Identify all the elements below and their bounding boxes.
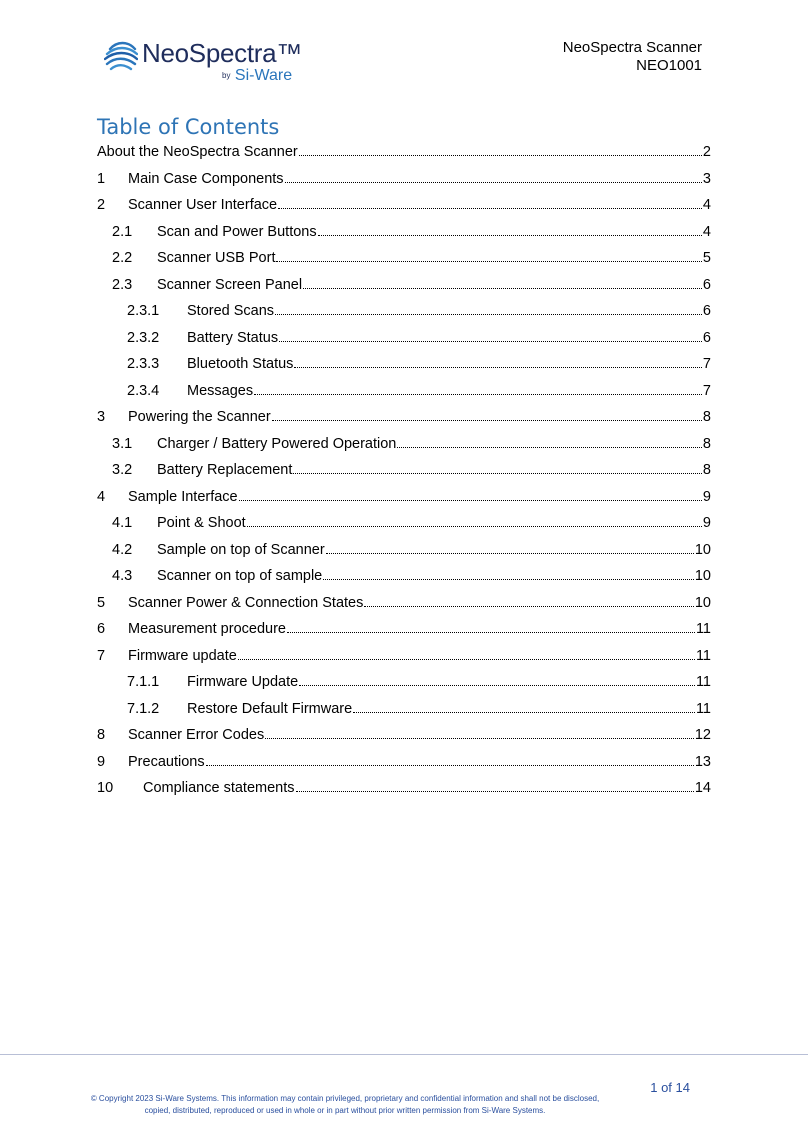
toc-entry[interactable] xyxy=(97,409,711,436)
toc-entry-text: Sample on top of Scanner xyxy=(157,541,325,558)
toc-entry-text: Messages xyxy=(187,382,254,399)
toc-leader xyxy=(287,621,695,633)
toc-entry-page: 7 xyxy=(702,356,711,372)
toc-leader xyxy=(279,330,702,342)
toc-entry-page: 9 xyxy=(702,488,711,505)
logo-byline xyxy=(222,67,292,85)
toc-entry[interactable] xyxy=(97,250,711,277)
page-number: 1 of 14 xyxy=(650,1080,690,1095)
toc-leader xyxy=(294,356,702,368)
toc-entry-number: 4.3 xyxy=(112,568,133,584)
toc-entry-page: 10 xyxy=(694,568,711,584)
toc-entry[interactable] xyxy=(97,436,711,463)
toc-entry[interactable] xyxy=(97,144,711,171)
toc-leader xyxy=(265,727,694,739)
toc-entry-page: 10 xyxy=(694,541,711,558)
toc-leader xyxy=(254,383,702,395)
toc-leader xyxy=(272,409,702,421)
toc-entry-text: Measurement procedure xyxy=(128,621,286,637)
toc-leader xyxy=(364,595,694,607)
toc-entry-page: 8 xyxy=(702,462,711,478)
toc-entry-text: Scan and Power Buttons xyxy=(157,223,317,240)
toc-entry-number: 2.3.4 xyxy=(127,382,160,399)
toc-entry[interactable] xyxy=(97,277,711,304)
toc-leader xyxy=(353,701,695,713)
header-product-name: NeoSpectra Scanner xyxy=(562,39,702,56)
toc-leader xyxy=(278,197,702,209)
toc-leader xyxy=(299,144,702,156)
toc-entry-page: 3 xyxy=(702,170,711,187)
toc-entry-text: Powering the Scanner xyxy=(128,409,271,425)
copyright-line-2: copied, distributed, reproduced or used in whole or in part without prior written permission from Si-Ware Systems. xyxy=(144,1106,546,1115)
toc-entry-number: 3.1 xyxy=(112,435,133,452)
logo-by: by xyxy=(222,71,231,80)
toc-entry-text: Scanner Error Codes xyxy=(128,727,265,743)
toc-entry-text: About the NeoSpectra Scanner xyxy=(97,144,298,160)
toc-entry-text: Scanner Power & Connection States xyxy=(128,594,364,611)
toc-entry[interactable] xyxy=(97,621,711,648)
toc-entry-number: 1 xyxy=(97,170,106,187)
table-of-contents xyxy=(97,144,711,807)
toc-entry-number: 3 xyxy=(97,409,106,425)
toc-entry-text: Charger / Battery Powered Operation xyxy=(157,435,397,452)
toc-entry[interactable] xyxy=(97,330,711,357)
toc-leader xyxy=(299,674,695,686)
toc-entry-number: 7.1.1 xyxy=(127,674,160,690)
toc-entry[interactable] xyxy=(97,356,711,383)
toc-entry-text: Battery Replacement xyxy=(157,462,293,478)
toc-entry[interactable] xyxy=(97,303,711,330)
toc-entry-page: 11 xyxy=(695,621,711,637)
toc-entry-page: 12 xyxy=(694,727,711,743)
logo-brand: Si-Ware xyxy=(234,67,293,84)
toc-leader xyxy=(326,542,694,554)
toc-entry-text: Compliance statements xyxy=(143,780,295,796)
toc-leader xyxy=(296,780,694,792)
toc-entry[interactable] xyxy=(97,542,711,569)
logo-name: NeoSpectra™ xyxy=(142,38,302,68)
toc-entry-page: 10 xyxy=(694,594,711,611)
toc-leader xyxy=(303,277,702,289)
toc-entry-text: Battery Status xyxy=(187,329,279,346)
toc-leader xyxy=(247,515,702,527)
toc-leader xyxy=(276,250,701,262)
toc-entry-page: 11 xyxy=(695,674,711,690)
toc-entry-number: 4.2 xyxy=(112,541,133,558)
toc-entry-text: Main Case Components xyxy=(128,170,284,187)
toc-entry-number: 5 xyxy=(97,594,106,611)
toc-entry[interactable] xyxy=(97,489,711,516)
toc-entry-page: 11 xyxy=(695,700,711,717)
toc-entry-page: 2 xyxy=(702,144,711,160)
toc-entry-number: 2.3 xyxy=(112,276,133,293)
footer-divider xyxy=(0,1054,808,1055)
header-model-number: NEO1001 xyxy=(636,57,702,74)
toc-title: Table of Contents xyxy=(97,115,280,139)
toc-entry-number: 2.3.2 xyxy=(127,329,160,346)
toc-entry-text: Point & Shoot xyxy=(157,515,246,531)
toc-entry-number: 2.1 xyxy=(112,223,133,240)
toc-entry-page: 6 xyxy=(702,303,711,319)
toc-entry-number: 7.1.2 xyxy=(127,700,160,717)
toc-entry-number: 4.1 xyxy=(112,515,133,531)
toc-entry-number: 10 xyxy=(97,780,114,796)
toc-entry[interactable] xyxy=(97,674,711,701)
toc-leader xyxy=(323,568,694,580)
toc-entry-number: 2.2 xyxy=(112,250,133,266)
toc-entry-text: Stored Scans xyxy=(187,303,275,319)
copyright-notice xyxy=(0,1093,690,1117)
toc-entry-text: Scanner Screen Panel xyxy=(157,276,303,293)
toc-leader xyxy=(239,489,702,501)
toc-entry-page: 8 xyxy=(702,409,711,425)
toc-entry[interactable] xyxy=(97,568,711,595)
toc-entry[interactable] xyxy=(97,727,711,754)
document-header xyxy=(563,39,702,75)
toc-entry[interactable] xyxy=(97,197,711,224)
toc-entry-page: 14 xyxy=(694,780,711,796)
toc-entry-page: 4 xyxy=(702,197,711,213)
toc-entry-number: 8 xyxy=(97,727,106,743)
toc-leader xyxy=(318,224,702,236)
toc-entry-page: 9 xyxy=(702,515,711,531)
toc-leader xyxy=(206,754,694,766)
toc-entry-text: Firmware Update xyxy=(187,674,299,690)
toc-entry-page: 13 xyxy=(694,753,711,770)
toc-entry-page: 11 xyxy=(695,647,711,664)
toc-entry[interactable] xyxy=(97,171,711,198)
toc-entry-text: Scanner on top of sample xyxy=(157,568,323,584)
toc-entry[interactable] xyxy=(97,462,711,489)
toc-entry-text: Scanner USB Port xyxy=(157,250,276,266)
toc-entry-text: Restore Default Firmware xyxy=(187,700,353,717)
company-logo xyxy=(104,38,302,86)
toc-entry[interactable] xyxy=(97,515,711,542)
toc-leader xyxy=(275,303,702,315)
toc-leader xyxy=(293,462,702,474)
toc-entry-number: 3.2 xyxy=(112,462,133,478)
toc-entry-text: Bluetooth Status xyxy=(187,356,294,372)
toc-entry-number: 4 xyxy=(97,488,106,505)
toc-entry-text: Precautions xyxy=(128,753,205,770)
toc-leader xyxy=(238,648,695,660)
toc-entry-page: 4 xyxy=(702,223,711,240)
toc-leader xyxy=(285,171,702,183)
toc-entry[interactable] xyxy=(97,224,711,251)
toc-entry[interactable] xyxy=(97,648,711,675)
toc-entry-page: 8 xyxy=(702,435,711,452)
toc-entry-text: Firmware update xyxy=(128,647,237,664)
toc-entry-page: 6 xyxy=(702,329,711,346)
toc-entry-number: 2.3.3 xyxy=(127,356,160,372)
toc-entry-text: Sample Interface xyxy=(128,488,238,505)
toc-entry-page: 5 xyxy=(702,250,711,266)
toc-entry-number: 2.3.1 xyxy=(127,303,160,319)
toc-entry-page: 6 xyxy=(702,276,711,293)
toc-entry-text: Scanner User Interface xyxy=(128,197,278,213)
toc-entry-number: 6 xyxy=(97,621,106,637)
toc-entry-number: 2 xyxy=(97,197,106,213)
toc-entry[interactable] xyxy=(97,780,711,807)
toc-leader xyxy=(397,436,702,448)
neospectra-logo-icon xyxy=(104,40,138,72)
toc-entry[interactable] xyxy=(97,701,711,728)
toc-entry[interactable] xyxy=(97,383,711,410)
toc-entry-number: 7 xyxy=(97,647,106,664)
copyright-line-1: © Copyright 2023 Si-Ware Systems. This information may contain privileged, proprietary and confidential information and shall not be disclosed, xyxy=(90,1094,600,1103)
toc-entry[interactable] xyxy=(97,754,711,781)
toc-entry-number: 9 xyxy=(97,753,106,770)
toc-entry-page: 7 xyxy=(702,382,711,399)
toc-entry[interactable] xyxy=(97,595,711,622)
